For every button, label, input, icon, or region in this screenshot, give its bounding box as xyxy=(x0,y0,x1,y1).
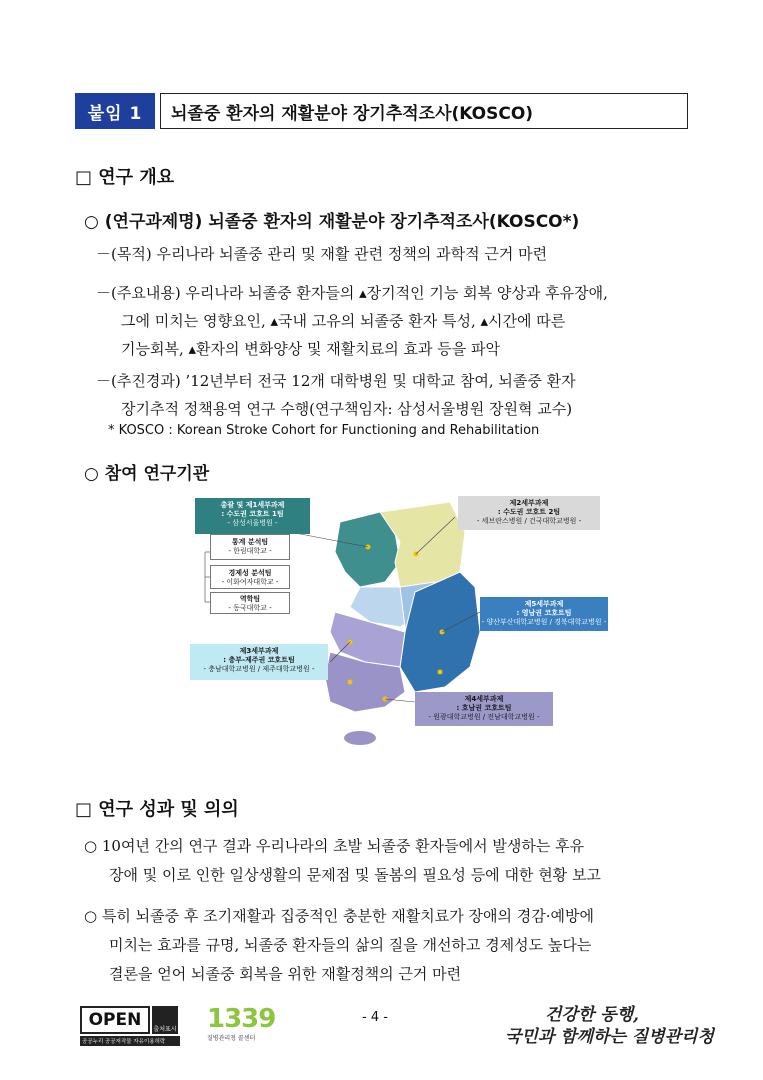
map-box-team4-title: 제4세부과제 xyxy=(464,695,504,703)
map-box-team3-line: : 충부-제주권 코호트팀 xyxy=(223,656,295,664)
kosco-footnote: * KOSCO : Korean Stroke Cohort for Functioning and Rehabilitation xyxy=(108,423,540,438)
map-box-stats-sub: - 한림대학교 - xyxy=(228,547,272,555)
map-box-epidemiology-title: 역학팀 xyxy=(239,595,261,603)
map-box-team5 xyxy=(480,597,608,631)
map-box-team1-title: 총괄 및 제1세부과제 xyxy=(220,501,285,509)
map-box-economics-title: 경제성 분석팀 xyxy=(228,569,272,577)
document-title-text: 뇌졸중 환자의 재활분야 장기추적조사(KOSCO) xyxy=(171,103,534,124)
institution-map-figure xyxy=(190,492,610,760)
institutions-heading: ○ 참여 연구기관 xyxy=(84,464,210,484)
map-box-team4 xyxy=(415,692,553,726)
content-line-3: 기능회복, ▴환자의 변화양상 및 재활치료의 효과 등을 파악 xyxy=(121,340,500,358)
map-box-stats-title: 통계 분석팀 xyxy=(231,538,269,546)
map-box-team1 xyxy=(195,498,310,534)
map-box-epidemiology-sub: - 동국대학교 - xyxy=(228,604,272,612)
open-logo-text: OPEN xyxy=(80,1006,150,1034)
map-box-team3-sub: - 충남대학교병원 / 제주대학교병원 - xyxy=(203,665,315,673)
progress-line-2: 장기추적 정책용역 연구 수행(연구책임자: 삼성서울병원 장원혁 교수) xyxy=(121,400,573,418)
result-item-2-line-3: 결론을 얻어 뇌졸중 회복을 위한 재활정책의 근거 마련 xyxy=(109,965,462,983)
open-caption: 공공누리 공공저작물 자유이용허락 xyxy=(80,1036,180,1046)
map-box-team4-line: : 호남권 코호트팀 xyxy=(456,704,512,712)
map-box-team5-line: : 영남권 코호트팀 xyxy=(516,609,572,617)
kdca-1339-logo xyxy=(207,1005,287,1045)
map-box-team5-sub: - 양산부산대학교병원 / 경북대학교병원 - xyxy=(481,618,607,626)
map-box-team3-title: 제3세부과제 xyxy=(239,647,279,655)
research-name-heading: ○ (연구과제명) 뇌졸중 환자의 재활분야 장기추적조사(KOSCO*) xyxy=(84,212,580,232)
result-item-2-line-2: 미치는 효과를 규명, 뇌졸중 환자들의 삶의 질을 개선하고 경제성도 높다는 xyxy=(109,936,592,954)
1339-caption: 질병관리청 콜센터 xyxy=(207,1035,256,1042)
map-box-economics-sub: - 이화여자대학교 - xyxy=(221,578,279,586)
section-title-overview: □ 연구 개요 xyxy=(75,167,175,188)
map-box-team1-line: : 수도권 코호트 1팀 xyxy=(221,510,284,518)
slogan-line-2: 국민과 함께하는 질병관리청 xyxy=(505,1027,714,1047)
result-item-1-line-1: ○ 10여년 간의 연구 결과 우리나라의 초발 뇌졸중 환자들에서 발생하는 후유 xyxy=(84,837,585,855)
content-line-1: －(주요내용) 우리나라 뇌졸중 환자들의 ▴장기적인 기능 회복 양상과 후유장애, xyxy=(96,284,608,302)
map-box-team2-title: 제2세부과제 xyxy=(509,499,549,507)
result-item-2-line-1: ○ 특히 뇌졸중 후 조기재활과 집중적인 충분한 재활치료가 장애의 경감·예방에 xyxy=(84,907,594,925)
map-box-team1-sub: - 삼성서울병원 - xyxy=(227,519,278,527)
map-box-team2 xyxy=(458,496,600,530)
map-box-team2-line: : 수도권 코호트 2팀 xyxy=(497,508,561,516)
result-item-1-line-2: 장애 및 이로 인한 일상생활의 문제점 및 돌봄의 필요성 등에 대한 현황 보고 xyxy=(109,866,601,884)
1339-logo-text: 1339 xyxy=(207,1004,276,1034)
map-box-stats xyxy=(210,534,290,560)
purpose-line: －(목적) 우리나라 뇌졸중 관리 및 재활 관련 정책의 과학적 근거 마련 xyxy=(96,245,548,263)
map-box-team5-title: 제5세부과제 xyxy=(524,600,564,608)
attribution-badge-text: 출처표시 xyxy=(153,1026,177,1033)
section-title-results: □ 연구 성과 및 의의 xyxy=(75,799,239,820)
attachment-tag: 붙임 1 xyxy=(75,93,155,129)
region-jeju xyxy=(344,731,376,745)
document-title xyxy=(160,93,688,129)
map-box-team3 xyxy=(190,644,328,680)
content-line-2: 그에 미치는 영향요인, ▴국내 고유의 뇌졸중 환자 특성, ▴시간에 따른 xyxy=(121,312,566,330)
kogl-open-logo xyxy=(80,1006,180,1044)
map-box-economics xyxy=(210,565,290,589)
map-box-epidemiology xyxy=(210,592,290,614)
map-box-team4-sub: - 원광대학교병원 / 전남대학교병원 - xyxy=(428,713,540,721)
progress-line-1: －(추진경과) ’12년부터 전국 12개 대학병원 및 대학교 참여, 뇌졸중 환자 xyxy=(96,372,576,390)
map-box-team2-sub: - 세브란스병원 / 건국대학교병원 - xyxy=(476,517,582,525)
page-number: - 4 - xyxy=(362,1010,388,1025)
slogan-line-1: 건강한 동행, xyxy=(545,1005,639,1025)
attribution-badge xyxy=(152,1006,178,1034)
